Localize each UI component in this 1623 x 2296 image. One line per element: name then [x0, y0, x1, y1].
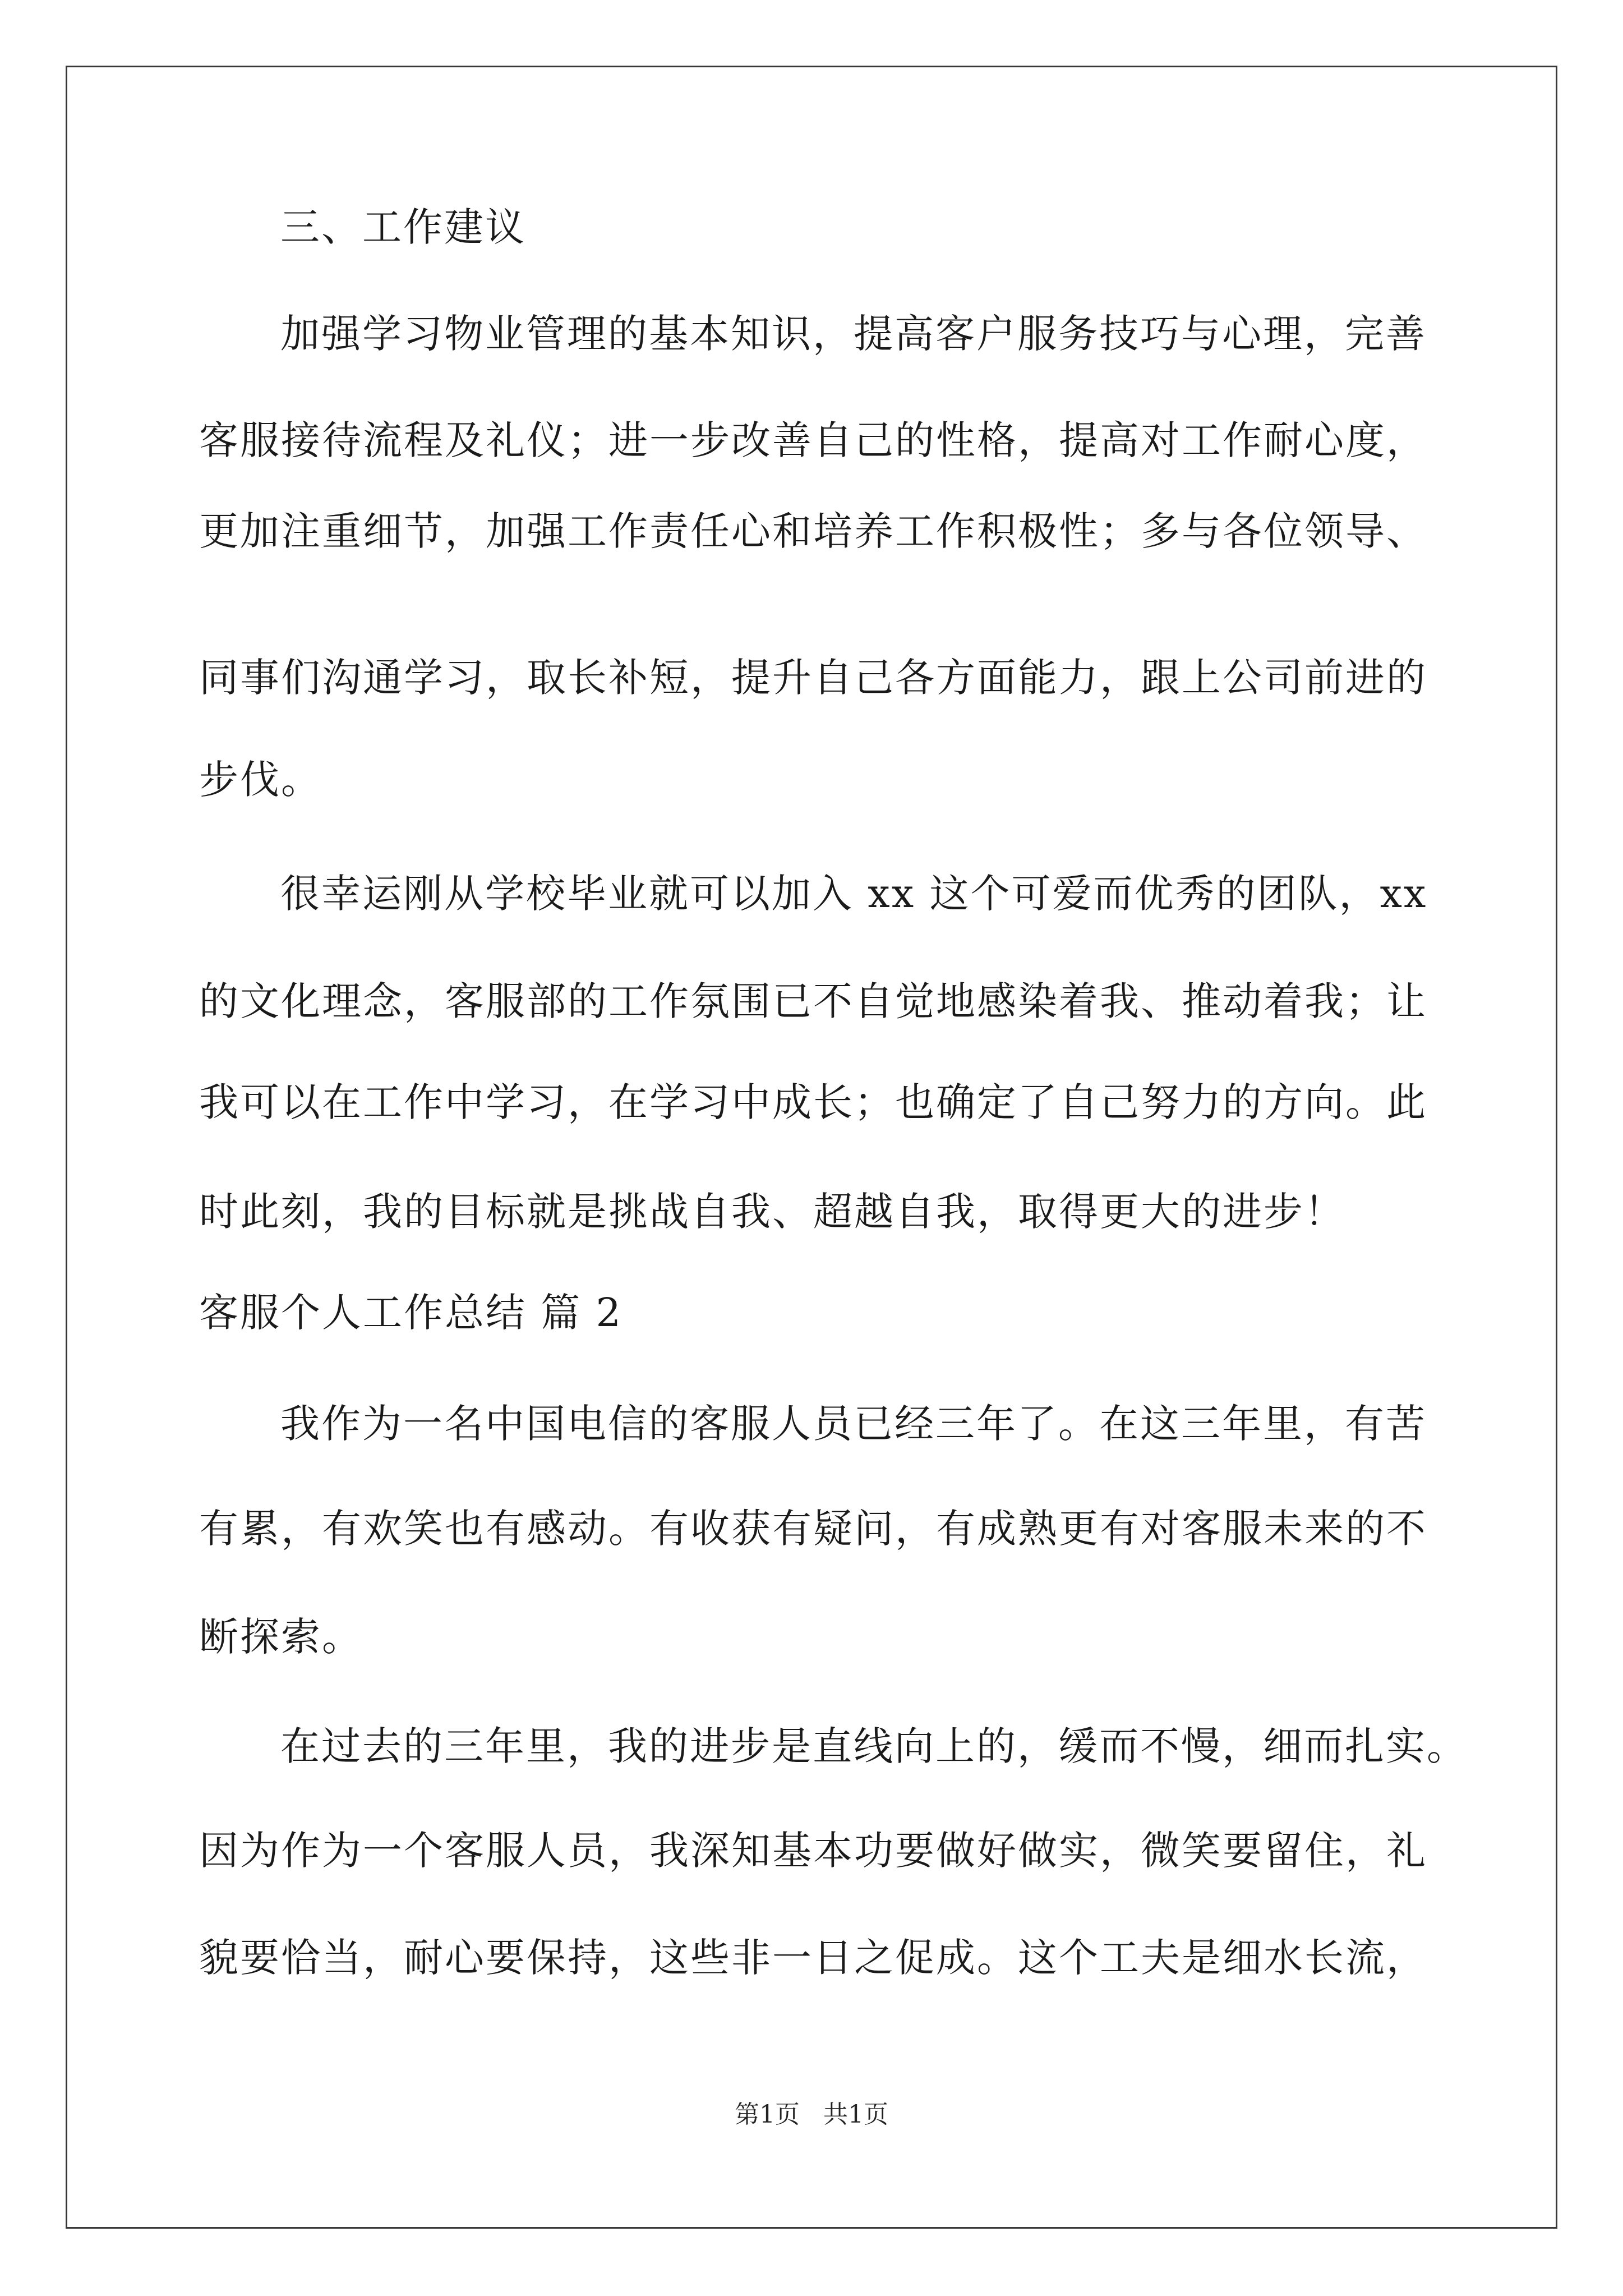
page-frame [66, 66, 1557, 2229]
paragraph-line: 步伐。 [199, 757, 322, 803]
page-footer: 第1页 共1页 [735, 2100, 888, 2129]
paragraph-line: 客服接待流程及礼仪；进一步改善自己的性格，提高对工作耐心度， [199, 417, 1427, 463]
paragraph-line: 时此刻，我的目标就是挑战自我、超越自我，取得更大的进步！ [199, 1189, 1345, 1235]
paragraph-line: 很幸运刚从学校毕业就可以加入 xx 这个可爱而优秀的团队，xx [280, 871, 1428, 917]
paragraph-line: 我可以在工作中学习，在学习中成长；也确定了自己努力的方向。此 [199, 1079, 1427, 1125]
paragraph-line: 加强学习物业管理的基本知识，提高客户服务技巧与心理，完善 [280, 311, 1427, 357]
paragraph-line: 的文化理念，客服部的工作氛围已不自觉地感染着我、推动着我；让 [199, 978, 1427, 1024]
paragraph-line: 更加注重细节，加强工作责任心和培养工作积极性；多与各位领导、 [199, 508, 1427, 554]
paragraph-line: 我作为一名中国电信的客服人员已经三年了。在这三年里，有苦 [280, 1401, 1427, 1447]
paragraph-line: 在过去的三年里，我的进步是直线向上的，缓而不慢，细而扎实。 [280, 1723, 1468, 1769]
paragraph-line: 断探索。 [199, 1614, 363, 1660]
paragraph-line: 因为作为一个客服人员，我深知基本功要做好做实，微笑要留住，礼 [199, 1828, 1427, 1874]
section-heading: 三、工作建议 [280, 204, 526, 250]
paragraph-line: 有累，有欢笑也有感动。有收获有疑问，有成熟更有对客服未来的不 [199, 1506, 1427, 1552]
paragraph-line: 同事们沟通学习，取长补短，提升自己各方面能力，跟上公司前进的 [199, 655, 1427, 701]
paragraph-line: 貌要恰当，耐心要保持，这些非一日之促成。这个工夫是细水长流， [199, 1935, 1427, 1981]
section-title: 客服个人工作总结 篇 2 [199, 1290, 623, 1336]
